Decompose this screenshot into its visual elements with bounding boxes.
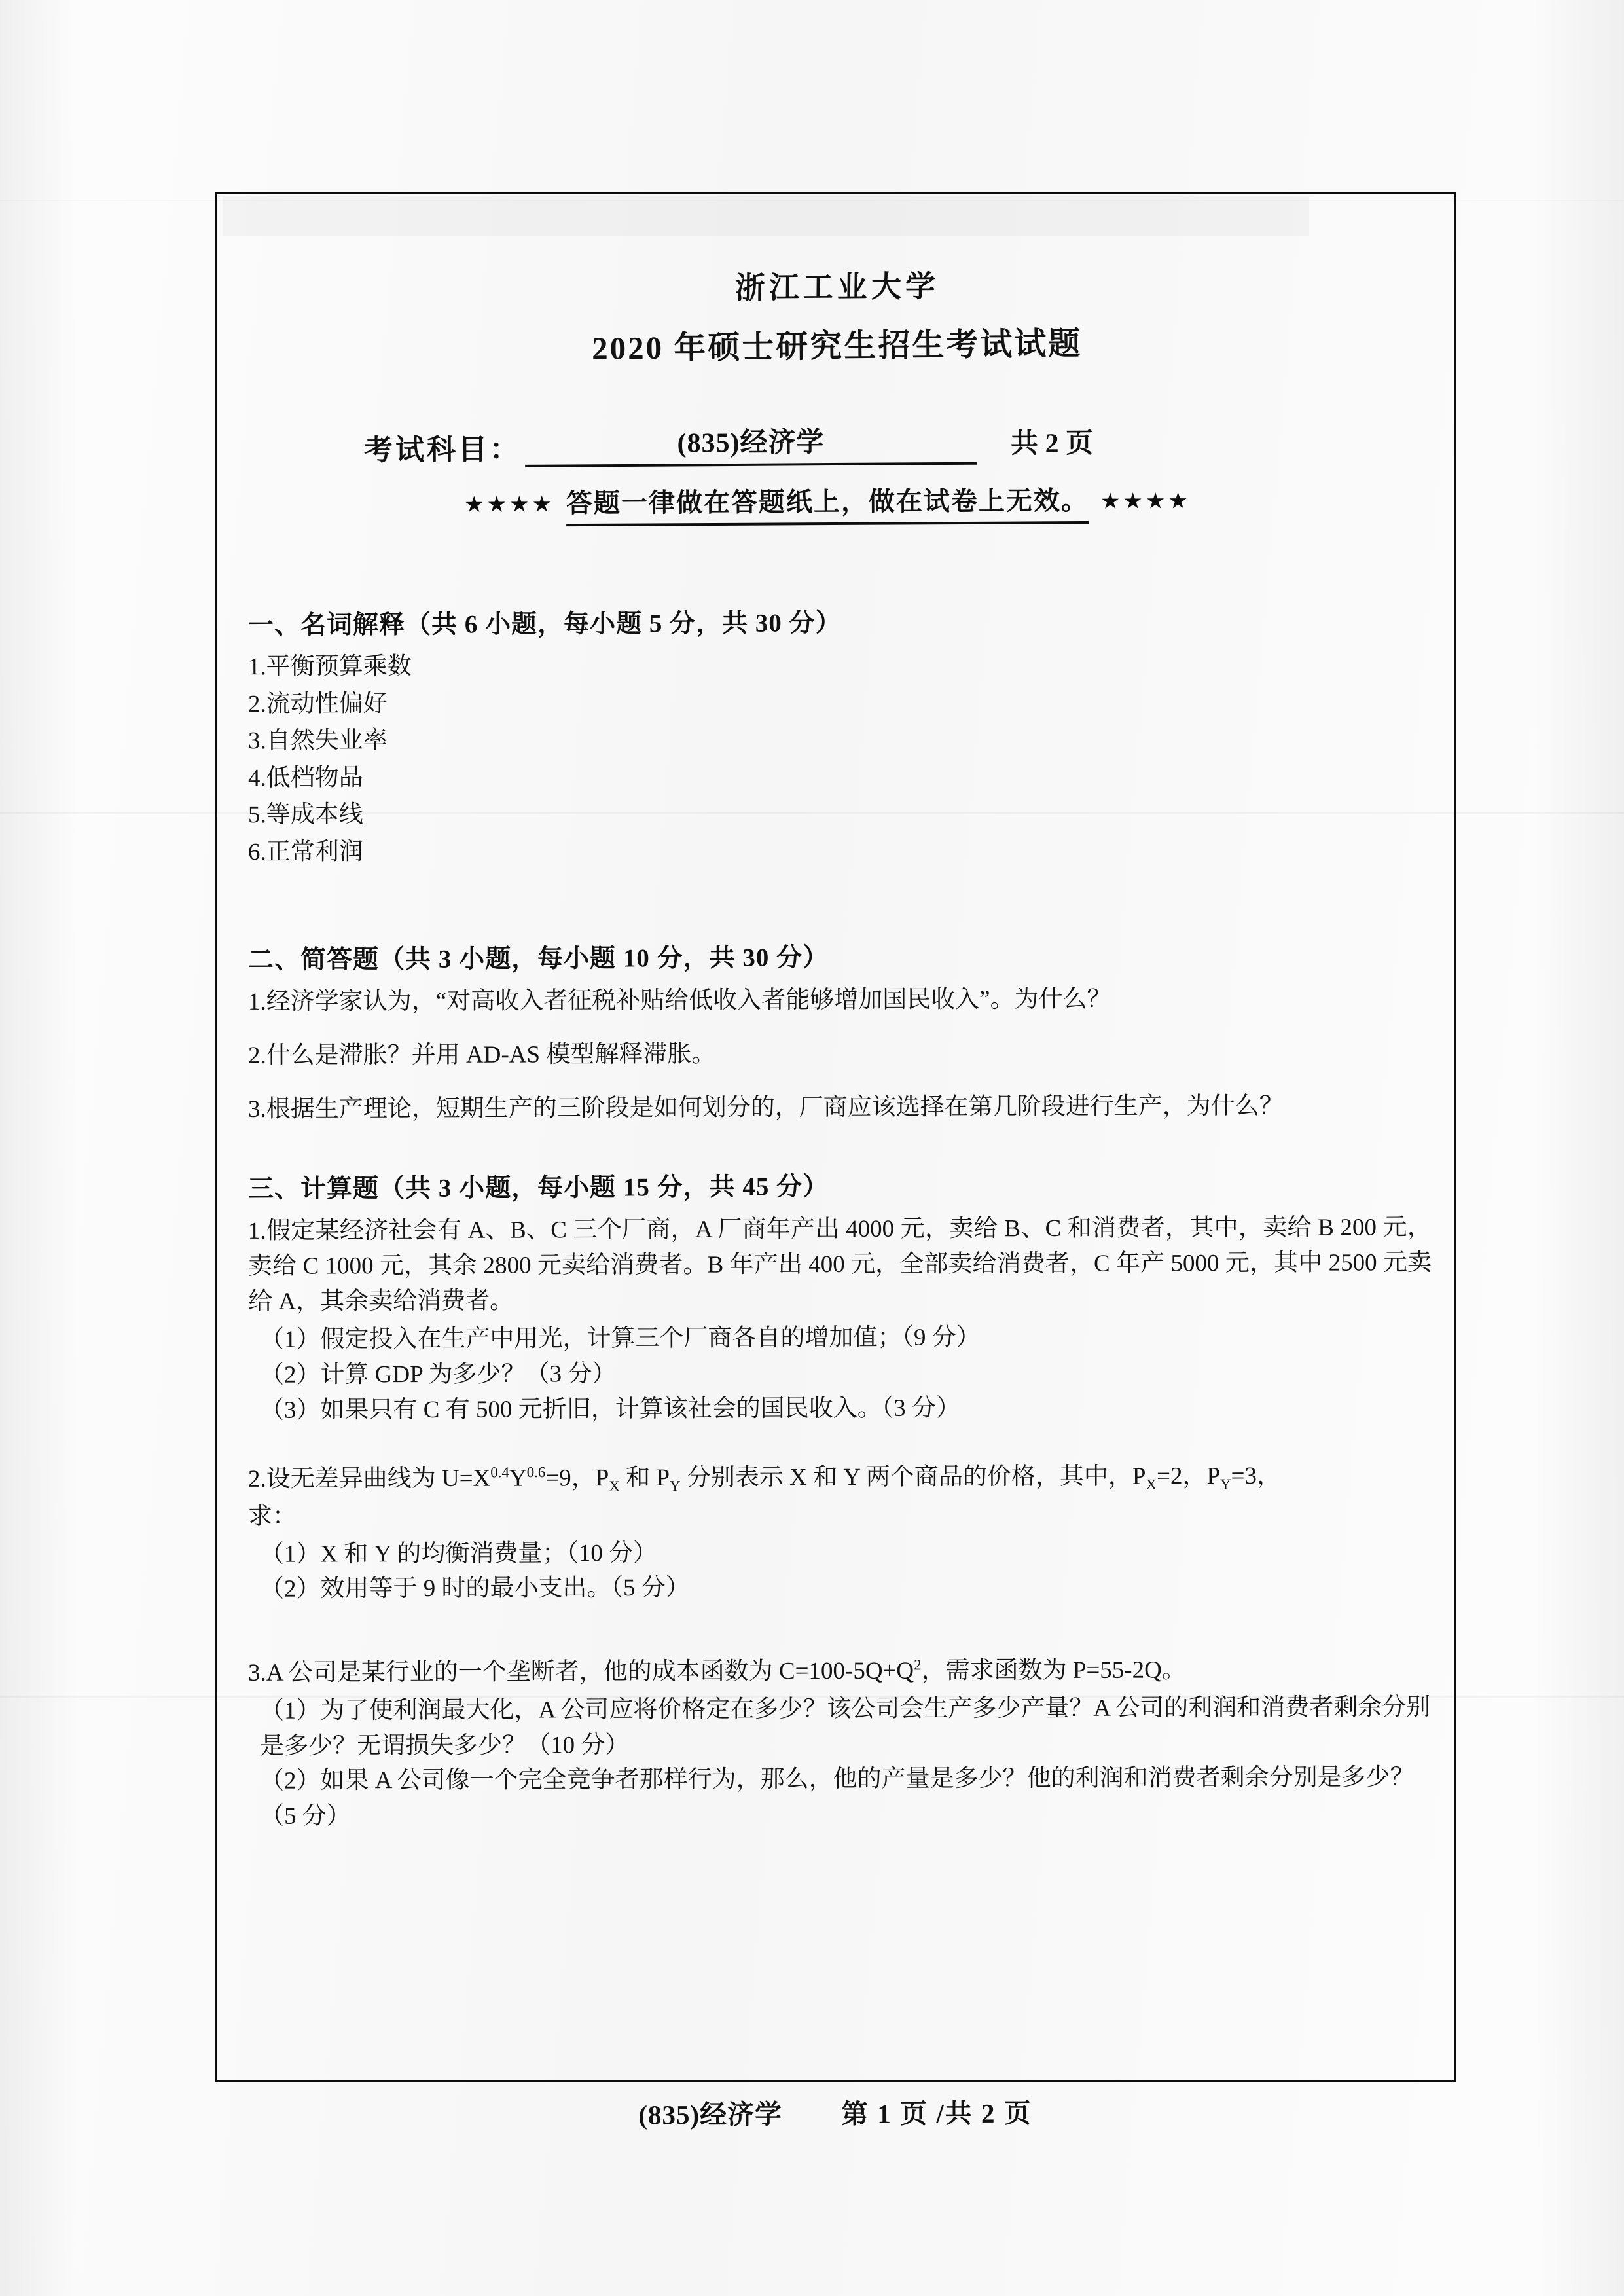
spacer xyxy=(248,1605,1432,1654)
calc-q2-t5: 分别表示 X 和 Y 两个商品的价格，其中，P xyxy=(680,1463,1146,1491)
term-item: 2.流动性偏好 xyxy=(247,689,388,718)
header-page-count: 共 2 页 xyxy=(1010,428,1094,460)
calc-q3-sub: （1）为了使利润最大化，A 公司应将价格定在多少？该公司会生产多少产量？A 公司的利润和消费者剩余分别是多少？无谓损失多少？（10 分） xyxy=(259,1694,1431,1760)
star-decoration-right: ★★★★ xyxy=(1100,488,1191,514)
term-item: 1.平衡预算乘数 xyxy=(247,653,412,681)
calc-q3-t1: 3.A 公司是某行业的一个垄断者，他的成本函数为 C=100-5Q+Q xyxy=(247,1657,914,1686)
short-answer-item: 1.经济学家认为，“对高收入者征税补贴给低收入者能够增加国民收入”。为什么？ xyxy=(247,985,1111,1016)
calc-q2-exp-x: 0.4 xyxy=(490,1464,509,1481)
calc-q1-sub: （2）计算 GDP 为多少？（3 分） xyxy=(259,1360,617,1389)
calc-q2-sub-px2: X xyxy=(1146,1476,1157,1493)
calc-q3-body xyxy=(248,1652,1432,1691)
subject-line xyxy=(217,416,1458,469)
spacer xyxy=(248,1426,1432,1460)
calc-q2-body xyxy=(248,1458,1432,1497)
star-decoration-left: ★★★★ xyxy=(463,492,555,517)
exam-content xyxy=(217,194,1458,2084)
calc-q2-t6: =2，P xyxy=(1156,1463,1221,1490)
calc-q2-sub-px: X xyxy=(609,1478,621,1495)
calc-q3-sub: （2）如果 A 公司像一个完全竞争者那样行为，那么，他的产量是多少？他的利润和消费者剩余分别是多少？（5 分） xyxy=(259,1764,1415,1830)
calc-q3-t2: ，需求函数为 P=55-2Q。 xyxy=(921,1656,1186,1685)
short-answer-item: 2.什么是滞胀？并用 AD-AS 模型解释滞胀。 xyxy=(247,1040,716,1070)
short-answer-item: 3.根据生产理论，短期生产的三阶段是如何划分的，厂商应该选择在第几阶段进行生产，为什么？ xyxy=(247,1093,1284,1123)
footer-subject: (835)经济学 xyxy=(638,2099,783,2130)
calc-q1-sub: （3）如果只有 C 有 500 元折旧，计算该社会的国民收入。（3 分） xyxy=(259,1394,960,1424)
term-item: 3.自然失业率 xyxy=(247,727,388,755)
subject-label: 考试科目： xyxy=(363,433,522,467)
calc-q2-exp-y: 0.6 xyxy=(526,1464,546,1481)
spacer xyxy=(248,874,1432,937)
calc-q2-t7: =3， xyxy=(1231,1463,1282,1490)
exam-title: 2020 年硕士研究生招生考试试题 xyxy=(592,325,1083,367)
calc-q2-ask: 求： xyxy=(247,1503,297,1531)
page-footer xyxy=(215,2090,1456,2134)
exam-header xyxy=(217,194,1458,525)
footer-page-number: 第 1 页 /共 2 页 xyxy=(840,2098,1032,2129)
term-item: 6.正常利润 xyxy=(247,838,363,866)
section-heading: 三、计算题（共 3 小题，每小题 15 分，共 45 分） xyxy=(247,1173,829,1204)
calc-q3-exp: 2 xyxy=(914,1656,922,1673)
university-title: 浙江工业大学 xyxy=(734,268,940,306)
calc-q2-t2: Y xyxy=(509,1465,527,1492)
spacer xyxy=(248,1074,1432,1090)
calc-q2-t1: 2.设无差异曲线为 U=X xyxy=(247,1465,491,1493)
section-heading: 一、名词解释（共 6 小题，每小题 5 分，共 30 分） xyxy=(247,608,842,640)
calc-q1-sub: （1）假定投入在生产中用光，计算三个厂商各自的增加值；（9 分） xyxy=(259,1324,981,1354)
spacer xyxy=(248,1132,1432,1166)
notice-text: 答题一律做在答题纸上，做在试卷上无效。 xyxy=(566,480,1089,526)
section-terms xyxy=(248,602,1432,867)
section-calculation xyxy=(248,1166,1432,1832)
calc-q2-sub: （2）效用等于 9 时的最小支出。（5 分） xyxy=(259,1575,690,1603)
section-short-answer xyxy=(248,937,1432,1125)
calc-q2-sub: （1）X 和 Y 的均衡消费量；（10 分） xyxy=(259,1539,658,1568)
calc-q2-t3: =9，P xyxy=(545,1465,609,1492)
calc-q2-sub-py: Y xyxy=(669,1478,681,1495)
term-item: 4.低档物品 xyxy=(247,764,363,792)
calc-q2-sub-py2: Y xyxy=(1220,1476,1231,1493)
exam-body xyxy=(217,602,1458,1832)
spacer xyxy=(248,1021,1432,1036)
section-heading: 二、简答题（共 3 小题，每小题 10 分，共 30 分） xyxy=(247,943,829,975)
calc-q2-t4: 和 P xyxy=(619,1465,670,1492)
calc-q1-body: 1.假定某经济社会有 A、B、C 三个厂商，A 厂商年产出 4000 元，卖给 B、C 和消费者，其中，卖给 B 200 元，卖给 C 1000 元，其余 2800 元卖给消费者。B 年产出 400 元，全部卖给消费者，C 年产 5000 元，其中 2500 元卖给 A，其余卖给消费者。 xyxy=(247,1214,1432,1316)
exam-paper-frame xyxy=(215,192,1456,2082)
notice-line xyxy=(217,478,1458,528)
subject-value: (835)经济学 xyxy=(525,420,977,467)
term-item: 5.等成本线 xyxy=(247,801,363,829)
